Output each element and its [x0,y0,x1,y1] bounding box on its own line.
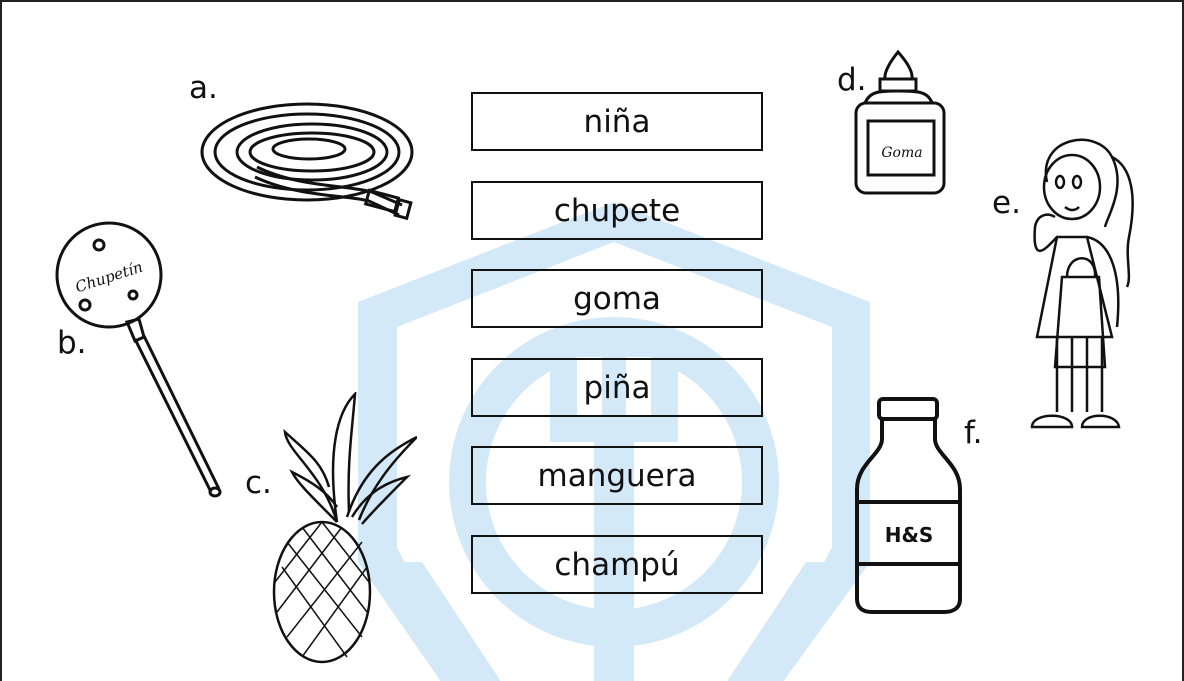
word-box-6: champú [471,535,763,594]
word-box-3: goma [471,269,763,328]
bottle-picture [852,394,967,614]
word-box-5: manguera [471,446,763,505]
lollipop-picture [47,217,232,502]
word-box-1: niña [471,92,763,151]
label-b: b. [57,325,87,361]
label-d: d. [837,62,867,98]
hose-picture [197,97,422,227]
bottle-label-text: H&S [884,523,934,547]
word-box-4: piña [471,358,763,417]
pineapple-picture [267,392,417,667]
word-box-2: chupete [471,181,763,240]
lollipop-text: Chupetín [73,257,145,297]
glue-picture [850,47,950,197]
glue-label-text: Goma [881,145,923,161]
label-c: c. [245,465,272,501]
girl-picture [1017,127,1147,447]
label-a: a. [189,70,218,106]
label-f: f. [964,415,983,451]
label-e: e. [992,185,1021,221]
